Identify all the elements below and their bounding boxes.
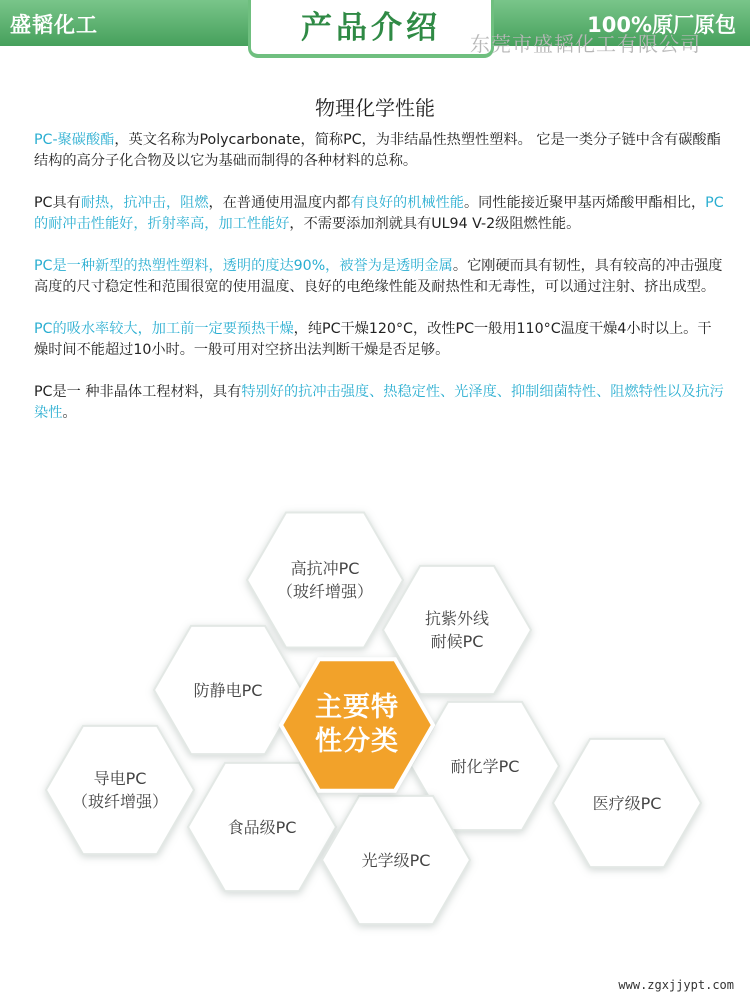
body-text: ，纯PC干燥120°C，改性PC一般用110°C温度干燥4小时以上。干燥时间不能超过10小时。一般可用对空挤出法判断干燥是否足够。	[34, 321, 712, 358]
hex-label-line: 医疗级PC	[592, 793, 662, 813]
company-watermark: 东莞市盛韬化工有限公司	[470, 32, 701, 56]
hex-label-line: 耐化学PC	[450, 756, 520, 776]
section-title: 物理化学性能	[315, 96, 435, 120]
hex-label-line: 抗紫外线	[424, 609, 489, 628]
description-text	[34, 130, 724, 445]
site-url: www.zgxjjypt.com	[618, 978, 734, 992]
body-text: PC具有	[34, 195, 81, 211]
page-title: 产品介绍	[301, 10, 441, 46]
paragraph	[34, 193, 724, 235]
hex-label-line: 光学级PC	[361, 850, 431, 870]
hex-label	[552, 792, 702, 815]
body-text: 。同性能接近聚甲基丙烯酸甲酯相比，	[463, 195, 706, 211]
hex-label-line: （玻纤增强）	[71, 792, 168, 811]
hex-label	[321, 849, 471, 872]
brand-name: 盛韬化工	[10, 13, 98, 37]
feature-hex-diagram	[0, 470, 750, 954]
hex-label-line: （玻纤增强）	[276, 582, 373, 601]
body-text: ，在普通使用温度内都	[208, 195, 351, 211]
paragraph	[34, 319, 724, 361]
hex-label	[250, 557, 400, 603]
body-text: ，英文名称为Polycarbonate，简称PC，为非结晶性热塑性塑料。 它是一类分子链中含有碳酸酯结构的高分子化合物及以它为基础而制得的各种材料的总称。	[34, 132, 721, 169]
hex-label-line: 耐候PC	[430, 632, 484, 651]
highlight-text: PC是一种新型的热塑性塑料，透明的度达90%，被誉为是透明金属	[34, 258, 453, 274]
paragraph	[34, 130, 724, 172]
hex-label-line: 高抗冲PC	[290, 559, 360, 578]
hex-center-label	[282, 691, 432, 759]
highlight-text: PC的耐冲击性能好，折射率高，加工性能好	[34, 195, 724, 232]
body-text: ，不需要添加剂就具有UL94 V-2级阻燃性能。	[289, 216, 581, 232]
highlight-text: 耐热，抗冲击，阻燃	[80, 195, 209, 211]
brand-slogan: 100%原厂原包	[587, 13, 736, 37]
body-text: 。	[62, 405, 77, 421]
hex-label-line: 导电PC	[93, 769, 147, 788]
highlight-text: PC的吸水率较大，加工前一定要预热干燥	[34, 321, 294, 337]
highlight-text: 特别好的抗冲击强度、热稳定性、光泽度、抑制细菌特性、阻燃特性以及抗污染性	[34, 384, 724, 421]
body-text: 。它刚硬而具有韧性，具有较高的冲击强度高度的尺寸稳定性和范围很宽的使用温度、良好的电绝缘性能及耐热性和无毒性，可以通过注射、挤出成型。	[34, 258, 723, 295]
header-banner	[0, 0, 750, 56]
highlight-text: PC-聚碳酸酯	[34, 132, 115, 148]
paragraph	[34, 382, 724, 424]
banner-title-tab	[248, 0, 494, 58]
hex-center-line: 性分类	[315, 726, 399, 757]
hex-label	[153, 679, 303, 702]
hex-label	[410, 755, 560, 778]
hex-label-line: 防静电PC	[193, 680, 263, 700]
hex-label-line: 食品级PC	[227, 817, 297, 837]
paragraph	[34, 256, 724, 298]
hex-center-line: 主要特	[315, 692, 399, 723]
hex-label	[382, 607, 532, 653]
hex-label	[45, 767, 195, 813]
body-text: PC是一 种非晶体工程材料，具有	[34, 384, 242, 400]
hex-label	[187, 816, 337, 839]
highlight-text: 有良好的机械性能	[350, 195, 464, 211]
